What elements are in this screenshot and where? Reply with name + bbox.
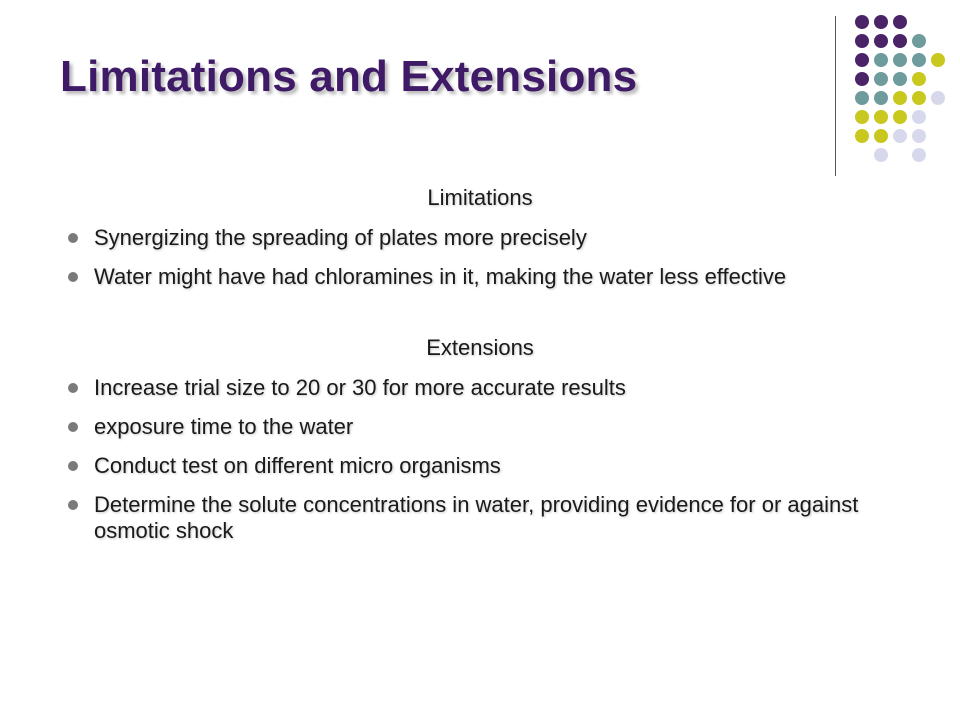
- decorative-dot: [855, 34, 869, 48]
- decorative-dot: [874, 53, 888, 67]
- decorative-dot: [855, 15, 869, 29]
- decorative-dot: [855, 129, 869, 143]
- decorative-dot: [893, 34, 907, 48]
- bullet-icon: [68, 500, 78, 510]
- decorative-dot: [855, 72, 869, 86]
- extensions-heading: Extensions: [426, 335, 534, 360]
- list-item-text: exposure time to the water: [94, 414, 354, 439]
- slide-title: Limitations and Extensions: [60, 52, 638, 101]
- bullet-icon: [68, 461, 78, 471]
- decorative-dot: [874, 15, 888, 29]
- decorative-dot: [874, 129, 888, 143]
- decorative-dot: [893, 110, 907, 124]
- decorative-dot: [874, 110, 888, 124]
- extensions-list: [60, 375, 900, 544]
- decorative-dot: [912, 148, 926, 162]
- decorative-dot: [893, 53, 907, 67]
- bullet-icon: [68, 233, 78, 243]
- decorative-dot: [912, 34, 926, 48]
- decorative-dot: [855, 53, 869, 67]
- list-item-text: Conduct test on different micro organisms: [94, 453, 501, 478]
- bullet-icon: [68, 383, 78, 393]
- decorative-dot: [893, 91, 907, 105]
- list-item-text: Water might have had chloramines in it, making the water less effective: [94, 264, 787, 289]
- list-item: [60, 492, 900, 544]
- limitations-heading: Limitations: [427, 185, 533, 210]
- limitations-list: [60, 225, 900, 290]
- decorative-dot: [931, 53, 945, 67]
- decorative-dot: [855, 91, 869, 105]
- decorative-dot: [931, 91, 945, 105]
- decorative-divider-line: [835, 16, 836, 176]
- decorative-dot: [912, 72, 926, 86]
- list-item: [60, 225, 900, 251]
- decorative-dot: [912, 129, 926, 143]
- list-item: [60, 453, 900, 479]
- decorative-dot: [893, 129, 907, 143]
- list-item: [60, 264, 900, 290]
- decorative-dot: [874, 91, 888, 105]
- list-item-text: Synergizing the spreading of plates more precisely: [94, 225, 587, 250]
- list-item-text: Increase trial size to 20 or 30 for more accurate results: [94, 375, 626, 400]
- decorative-dot: [912, 110, 926, 124]
- decorative-dot: [893, 15, 907, 29]
- bullet-icon: [68, 422, 78, 432]
- decorative-dot: [912, 91, 926, 105]
- list-item: [60, 414, 900, 440]
- decorative-dot: [874, 34, 888, 48]
- decorative-dot: [874, 148, 888, 162]
- list-item: [60, 375, 900, 401]
- decorative-dot: [855, 110, 869, 124]
- list-item-text: Determine the solute concentrations in water, providing evidence for or against osmotic shock: [94, 492, 859, 543]
- bullet-icon: [68, 272, 78, 282]
- decorative-dot: [912, 53, 926, 67]
- decorative-dot: [893, 72, 907, 86]
- slide-body: [60, 185, 900, 557]
- decorative-dot: [874, 72, 888, 86]
